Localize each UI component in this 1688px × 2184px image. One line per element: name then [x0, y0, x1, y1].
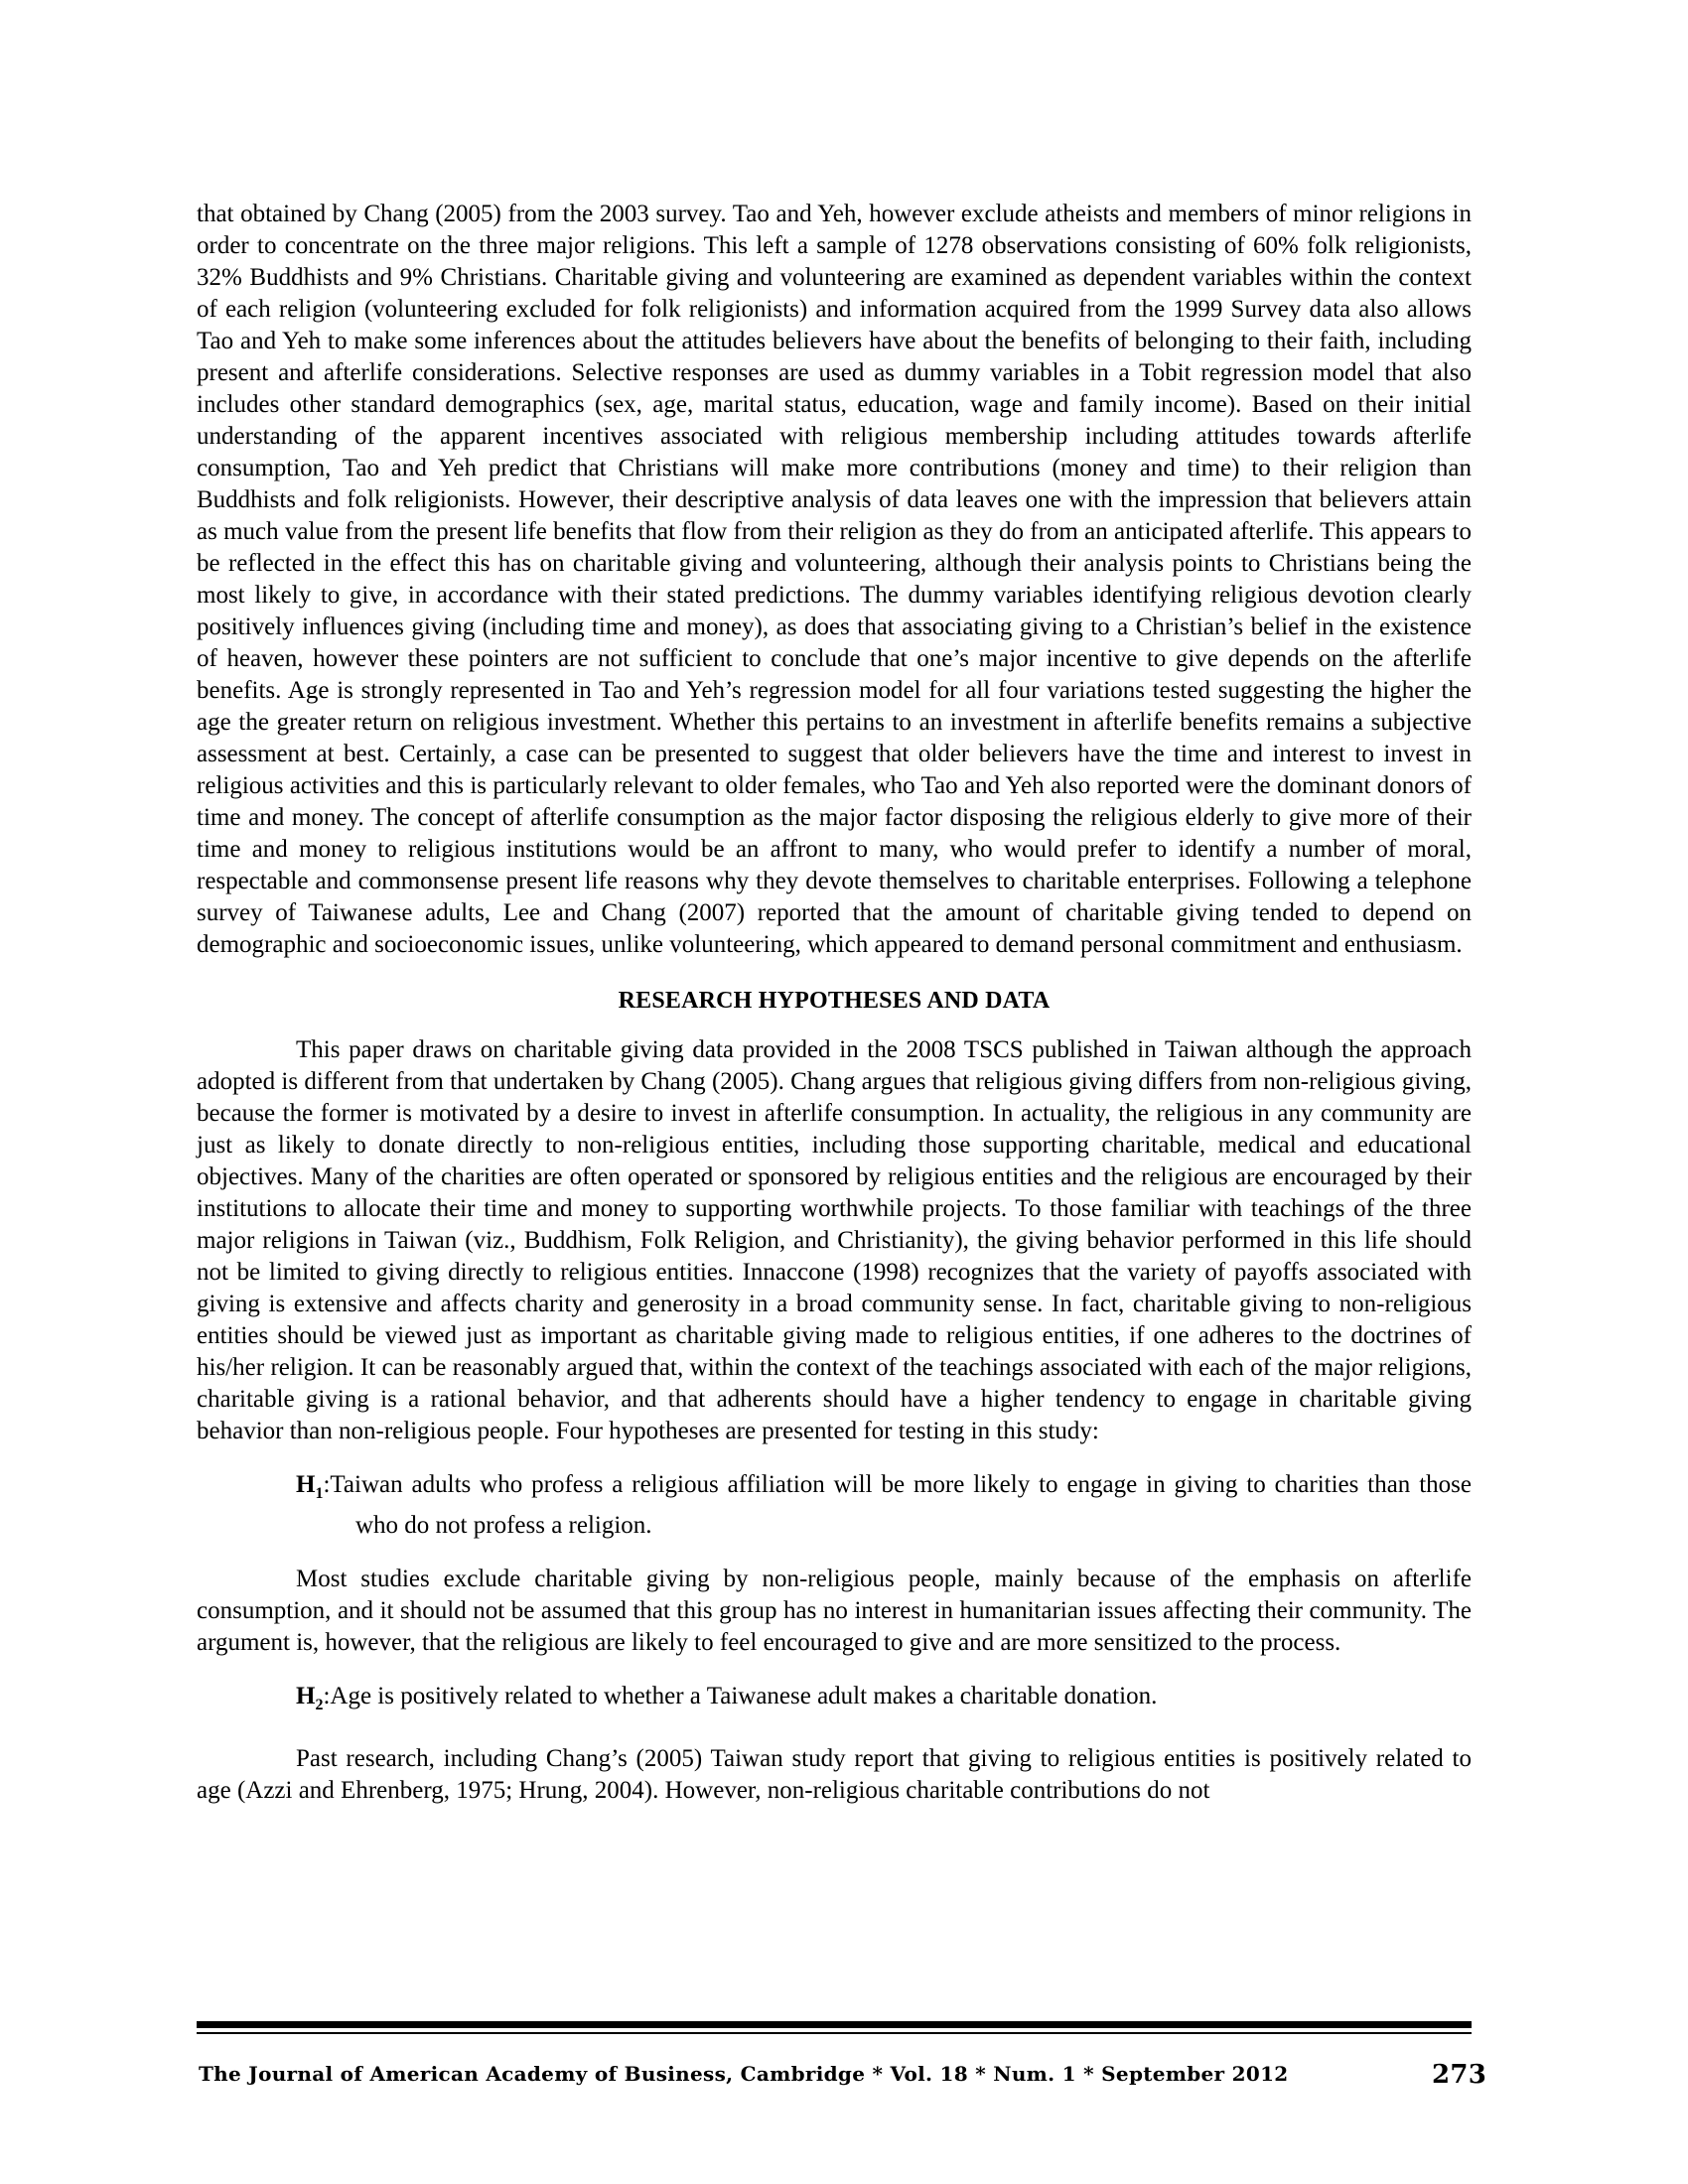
body-paragraph-4: Past research, including Chang’s (2005) Taiwan study report that giving to religious entities is positively related to age (Azzi and Ehrenberg, 1975; Hrung, 2004). However, non-religious charitable contributions do not [197, 1745, 1472, 1804]
footer-rule-thick [197, 2021, 1472, 2028]
hypothesis-2-label: $H_2$ [296, 1683, 324, 1713]
footer-rule-thin [197, 2032, 1472, 2034]
page-footer [199, 2060, 1487, 2090]
page-number: 273 [1432, 2060, 1487, 2090]
page-body [197, 199, 1472, 1807]
hypothesis-2 [296, 1681, 1472, 1721]
hypothesis-1-label: $H_1$ [296, 1471, 324, 1502]
hypothesis-1 [296, 1469, 1472, 1542]
hypothesis-1-text: :Taiwan adults who profess a religious affiliation will be more likely to engage in giving to charities than those who do not profess a religion. [323, 1471, 1472, 1539]
hypothesis-2-text: :Age is positively related to whether a Taiwanese adult makes a charitable donation. [323, 1683, 1158, 1709]
body-paragraph-3: Most studies exclude charitable giving by non-religious people, mainly because of the emphasis on afterlife consumption, and it should not be assumed that this group has no interest in humanitarian issues affecting their community. The argument is, however, that the religious are likely to feel encouraged to give and are more sensitized to the process. [197, 1566, 1472, 1656]
section-heading: RESEARCH HYPOTHESES AND DATA [618, 988, 1051, 1014]
body-paragraph-2: This paper draws on charitable giving data provided in the 2008 TSCS published in Taiwan although the approach adopted is different from that undertaken by Chang (2005). Chang argues that religious giving differs from non-religious giving, because the former is motivated by a desire to invest in afterlife consumption. In actuality, the religious in any community are just as likely to donate directly to non-religious entities, including those supporting charitable, medical and educational objectives. Many of the charities are often operated or sponsored by religious entities and the religious are encouraged by their institutions to allocate their time and money to supporting worthwhile projects. To those familiar with teachings of the three major religions in Taiwan (viz., Buddhism, Folk Religion, and Christianity), the giving behavior performed in this life should not be limited to giving directly to religious entities. Innaccone (1998) recognizes that the variety of payoffs associated with giving is extensive and affects charity and generosity in a broad community sense. In fact, charitable giving to non-religious entities should be viewed just as important as charitable giving made to religious entities, if one adheres to the doctrines of his/her religion. It can be reasonably argued that, within the context of the teachings associated with each of the major religions, charitable giving is a rational behavior, and that adherents should have a higher tendency to engage in charitable giving behavior than non-religious people. Four hypotheses are presented for testing in this study: [197, 1036, 1472, 1444]
body-paragraph-1: that obtained by Chang (2005) from the 2003 survey. Tao and Yeh, however exclude atheists and members of minor religions in order to concentrate on the three major religions. This left a sample of 1278 observations consisting of 60% folk religionists, 32% Buddhists and 9% Christians. Charitable giving and volunteering are examined as dependent variables within the context of each religion (volunteering excluded for folk religionists) and information acquired from the 1999 Survey data also allows Tao and Yeh to make some inferences about the attitudes believers have about the benefits of belonging to their faith, including present and afterlife considerations. Selective responses are used as dummy variables in a Tobit regression model that also includes other standard demographics (sex, age, marital status, education, wage and family income). Based on their initial understanding of the apparent incentives associated with religious membership including attitudes towards afterlife consumption, Tao and Yeh predict that Christians will make more contributions (money and time) to their religion than Buddhists and folk religionists. However, their descriptive analysis of data leaves one with the impression that believers attain as much value from the present life benefits that flow from their religion as they do from an anticipated afterlife. This appears to be reflected in the effect this has on charitable giving and volunteering, although their analysis points to Christians being the most likely to give, in accordance with their stated predictions. The dummy variables identifying religious devotion clearly positively influences giving (including time and money), as does that associating giving to a Christian’s belief in the existence of heaven, however these pointers are not sufficient to conclude that one’s major incentive to give depends on the afterlife benefits. Age is strongly represented in Tao and Yeh’s regression model for all four variations tested suggesting the higher the age the greater return on religious investment. Whether this pertains to an investment in afterlife benefits remains a subjective assessment at best. Certainly, a case can be presented to suggest that older believers have the time and interest to invest in religious activities and this is particularly relevant to older females, who Tao and Yeh also reported were the dominant donors of time and money. The concept of afterlife consumption as the major factor disposing the religious elderly to give more of their time and money to religious institutions would be an affront to many, who would prefer to identify a number of moral, respectable and commonsense present life reasons why they devote themselves to charitable enterprises. Following a telephone survey of Taiwanese adults, Lee and Chang (2007) reported that the amount of charitable giving tended to depend on demographic and socioeconomic issues, unlike volunteering, which appeared to demand personal commitment and enthusiasm. [197, 201, 1472, 958]
journal-citation: The Journal of American Academy of Business, Cambridge * Vol. 18 * Num. 1 * September 2012 [199, 2062, 1289, 2086]
